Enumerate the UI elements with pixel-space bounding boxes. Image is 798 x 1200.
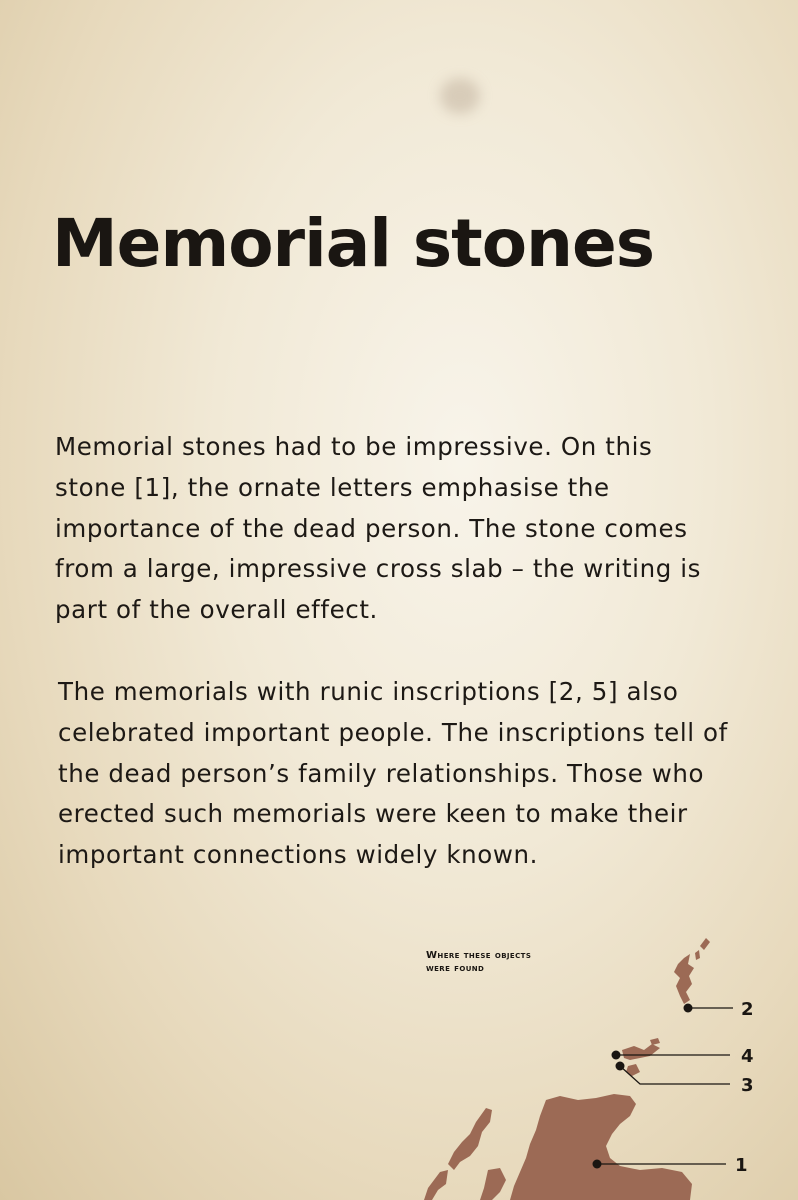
inner-isles	[480, 1168, 506, 1200]
shetland-islands	[674, 938, 710, 1004]
paragraph-line: importance of the dead person. The stone comes	[55, 513, 688, 543]
marker-label-4: 4	[741, 1046, 754, 1067]
paragraph-line: important connections widely known.	[58, 840, 538, 870]
orkney-islands	[622, 1038, 660, 1076]
paragraph-line: stone [1], the ornate letters emphasise the	[55, 472, 610, 502]
paragraph-line: from a large, impressive cross slab – the writing is	[55, 554, 702, 584]
panel-title: Memorial stones	[52, 205, 655, 282]
paragraph-line: erected such memorials were keen to make their	[58, 799, 688, 829]
marker-label-2: 2	[741, 999, 754, 1020]
marker-label-1: 1	[735, 1155, 748, 1176]
paragraph-line: The memorials with runic inscriptions [2, 5] also	[58, 677, 679, 706]
map-marker-2	[684, 999, 754, 1020]
paragraph-line: the dead person’s family relationships. Those who	[58, 758, 705, 788]
map-caption-line: Where these objects	[426, 950, 532, 961]
paragraph-line: part of the overall effect.	[55, 595, 378, 625]
paragraph-line: Memorial stones had to be impressive. On this	[55, 432, 653, 461]
marker-label-3: 3	[741, 1075, 754, 1096]
scotland-mainland	[510, 1094, 692, 1200]
map-caption-line: were found	[426, 963, 485, 974]
paragraph-line: celebrated important people. The inscriptions tell of	[58, 717, 728, 747]
western-isles	[424, 1108, 492, 1200]
